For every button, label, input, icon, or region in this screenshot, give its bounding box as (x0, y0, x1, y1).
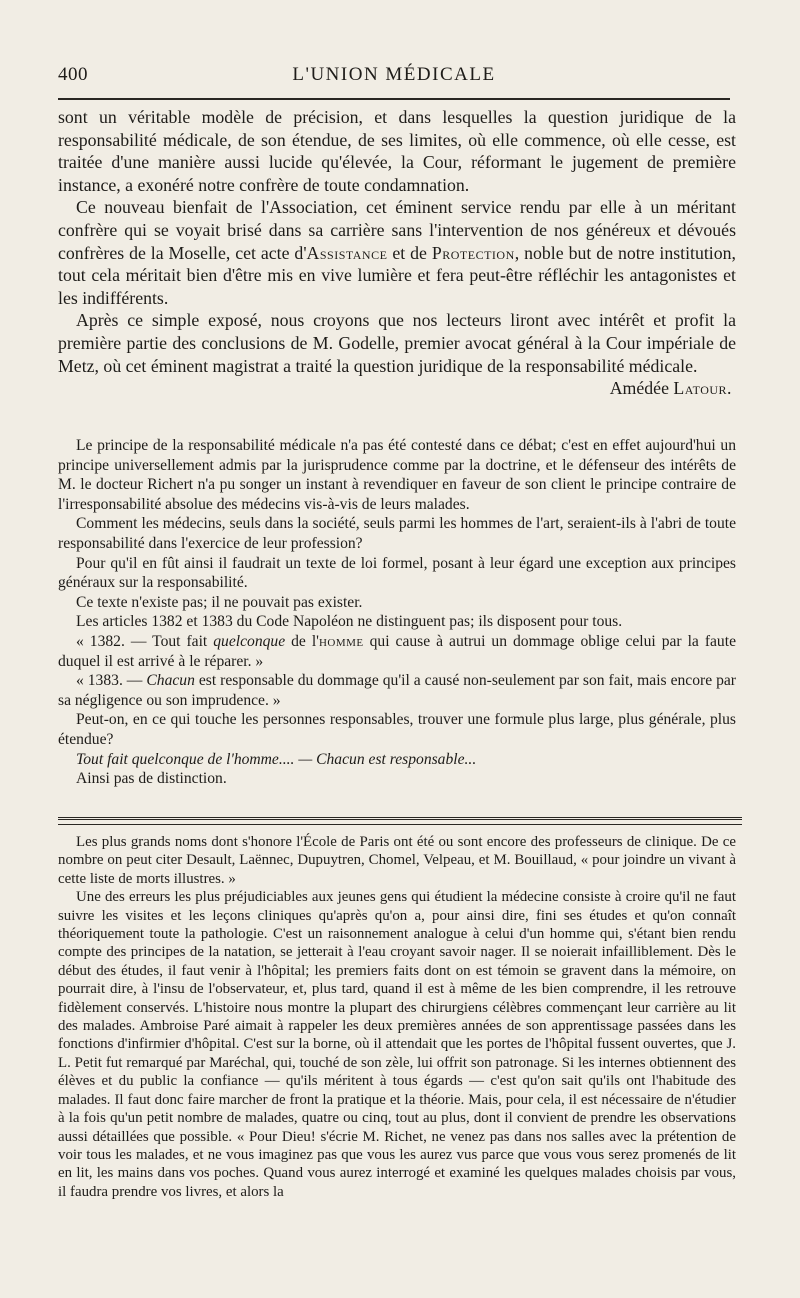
page-header (58, 62, 730, 88)
paragraph: Les plus grands noms dont s'honore l'École de Paris ont été ou sont encore des professeurs de clinique. De ce nombre on peut citer Desault, Laënnec, Dupuytren, Chomel, Velpeau, et M. Bouillaud, « pour joindre un vivant à cette liste de morts illustres. » (58, 834, 736, 887)
text-run: de l' (285, 632, 319, 650)
small-caps-run: Assistance (306, 242, 388, 263)
section-clinical-teaching (58, 833, 736, 1201)
paragraph: Ce texte n'existe pas; il ne pouvait pas exister. (76, 593, 363, 611)
paragraph: Tout fait quelconque de l'homme.... — Chacun est responsable... (76, 750, 477, 768)
text-run: est responsable du dommage qu'il a causé non-seulement par son fait, mais encore par sa négligence ou son imprudence. » (58, 672, 737, 709)
paragraph: Le principe de la responsabilité médicale n'a pas été contesté dans ce débat; c'est en effet aujourd'hui un principe universellement admis par la jurisprudence comme par la doctrine, et le défenseur des intérêts de M. le docteur Richert n'a pu songer un instant à revendiquer en faveur de son client le principe contraire de l'irresponsabilité absolue des médecins vis-à-vis de leurs malades. (58, 437, 736, 513)
paragraph: Après ce simple exposé, nous croyons que nos lecteurs liront avec intérêt et profit la première partie des conclusions de M. Godelle, premier avocat général à la Cour impériale de Metz, où cet éminent magistrat a traité la question juridique de la responsabilité médicale. (58, 310, 736, 376)
paragraph (58, 632, 736, 671)
small-caps-run: Protection (431, 242, 515, 263)
header-rule (58, 98, 730, 100)
paragraph: sont un véritable modèle de précision, et dans lesquelles la question juridique de la responsabilité médicale, de son étendue, de ses limites, où elle commence, où elle cesse, est traitée d'une manière aussi lucide qu'élevée, la Cour, réformant le jugement de première instance, a exonéré notre confrère de toute condamnation. (58, 107, 736, 195)
italic-run: Chacun (146, 672, 195, 690)
section-association-news (58, 106, 736, 400)
paragraph: Une des erreurs les plus préjudiciables aux jeunes gens qui étudient la médecine consiste à croire qu'il ne faut suivre les visites et les leçons cliniques qu'après qu'on a, pour ainsi dire, fini ses études et qu'on connaît théoriquement toute la pathologie. C'est un raisonnement analogue à celui d'un homme qui, s'étant bien rendu compte des principes de la natation, se jetterait à l'eau croyant savoir nager. Il se noierait infailliblement. Dès le début des études, il faut venir à l'hôpital; les premiers faits dont on est témoin se gravent dans la mémoire, on pourrait dire, à l'insu de l'observateur, et, plus tard, quand il est à même de les bien comprendre, il les retrouve fidèlement conservés. L'histoire nous montre la plupart des chirurgiens célèbres commençant leur carrière au lit des malades. Ambroise Paré aimait à rappeler les deux premières années de son apprentissage passées dans les fonctions d'infirmier d'hôpital. C'est sur la borne, où il attendait que les portes de l'hôpital fussent ouvertes, que J. L. Petit fut remarqué par Maréchal, qui, touché de son zèle, lui offrit son patronage. Si les internes obtiennent des élèves et du public la confiance — qu'ils méritent à tous égards — c'est qu'on sait qu'ils ont l'habitude des malades. Il faut donc faire marcher de front la pratique et la théorie. Mais, pour cela, il est nécessaire de n'étudier à la fois qu'un petit nombre de malades, quatre ou cinq, tout au plus, dont il convient de prendre les observations aussi détaillées que possible. « Pour Dieu! s'écrie M. Richet, ne venez pas dans nos salles avec la prétention de voir tous les malades, et ne vous imaginez pas que vous les aurez vus parce que vous vous serez promenés de lit en lit, les mains dans vos poches. Quand vous aurez interrogé et examiné les quelques malades choisis par vous, il faudra prendre vos livres, et alors la (58, 889, 736, 1200)
italic-run: quelconque (213, 632, 286, 650)
paragraph (58, 671, 736, 710)
paragraph: Pour qu'il en fût ainsi il faudrait un texte de loi formel, posant à leur égard une exception aux principes généraux sur la responsabilité. (58, 554, 736, 592)
small-caps-run: homme (318, 632, 364, 650)
paragraph: Comment les médecins, seuls dans la société, seuls parmi les hommes de l'art, seraient-ils à l'abri de toute responsabilité dans l'exercice de leur profession? (58, 515, 736, 552)
text-run: « 1383. — (76, 672, 147, 690)
paragraph: Peut-on, en ce qui touche les personnes responsables, trouver une formule plus large, plus générale, plus étendue? (58, 711, 736, 748)
section-legal-conclusions (58, 436, 736, 789)
paragraph: Ainsi pas de distinction. (76, 770, 227, 788)
running-title: L'UNION MÉDICALE (292, 64, 496, 85)
text-run: et de (387, 242, 432, 263)
signature (58, 377, 736, 400)
paragraph (58, 196, 736, 309)
signature-first: Amédée (609, 378, 674, 399)
page-number: 400 (58, 64, 88, 85)
text-run: qui cause à autrui un dommage oblige celui par la faute duquel il est arrivé à le réparer. » (58, 632, 736, 670)
text-run: , noble but de notre institution, tout cela méritait bien d'être mis en vive lumière et fera peut-être réfléchir les antagonistes et les indifférents. (58, 242, 736, 308)
text-run: Ce nouveau bienfait de l'Association, cet éminent service rendu par elle à un méritant confrère qui se voyait brisé dans sa carrière sans l'intervention de nos généreux et dévoués confrères de la Moselle, cet acte d' (58, 197, 736, 263)
signature-last: Latour. (673, 378, 732, 399)
section-divider (58, 817, 742, 825)
paragraph: Les articles 1382 et 1383 du Code Napoléon ne distinguent pas; ils disposent pour tous. (76, 613, 623, 631)
text-run: « 1382. — Tout fait (76, 632, 214, 650)
